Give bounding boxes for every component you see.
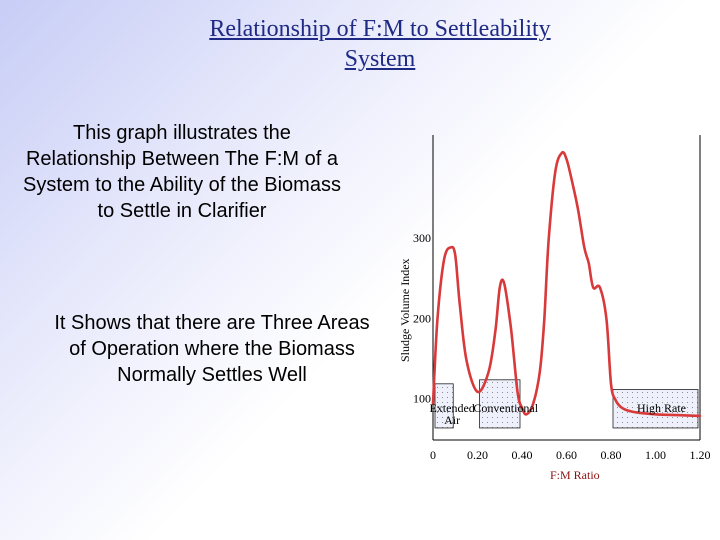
region-label: Air (444, 413, 461, 427)
x-tick-label: 0.40 (511, 447, 533, 462)
x-tick-label: 1.00 (645, 447, 666, 462)
x-tick-label: 0.80 (600, 447, 622, 462)
y-tick-label: 200 (413, 311, 431, 326)
description-paragraph-2: It Shows that there are Three Areas of Operation where the Biomass Normally Settles Well (54, 312, 370, 386)
slide-title-line1: Relationship of F:M to Settleability (209, 16, 551, 42)
y-tick-label: 100 (413, 391, 431, 406)
x-tick-label: 0.20 (467, 447, 488, 462)
x-tick-label: 0.60 (556, 447, 577, 462)
y-axis-label: Sludge Volume Index (398, 258, 412, 362)
x-tick-label: 0 (430, 447, 436, 462)
description-paragraph-1: This graph illustrates the Relationship Between The F:M of a System to the Ability of the Biomass to Settle in Clarifier (23, 122, 341, 222)
x-axis-label: F:M Ratio (550, 468, 600, 482)
svi-curve-line (433, 152, 700, 416)
slide-title-line2: System (344, 46, 416, 72)
y-tick-label: 300 (413, 231, 431, 246)
x-tick-label: 1.20 (689, 447, 711, 462)
region-label: High Rate (637, 401, 686, 415)
region-label: Extended (429, 401, 475, 415)
region-label: Conventional (473, 401, 539, 415)
